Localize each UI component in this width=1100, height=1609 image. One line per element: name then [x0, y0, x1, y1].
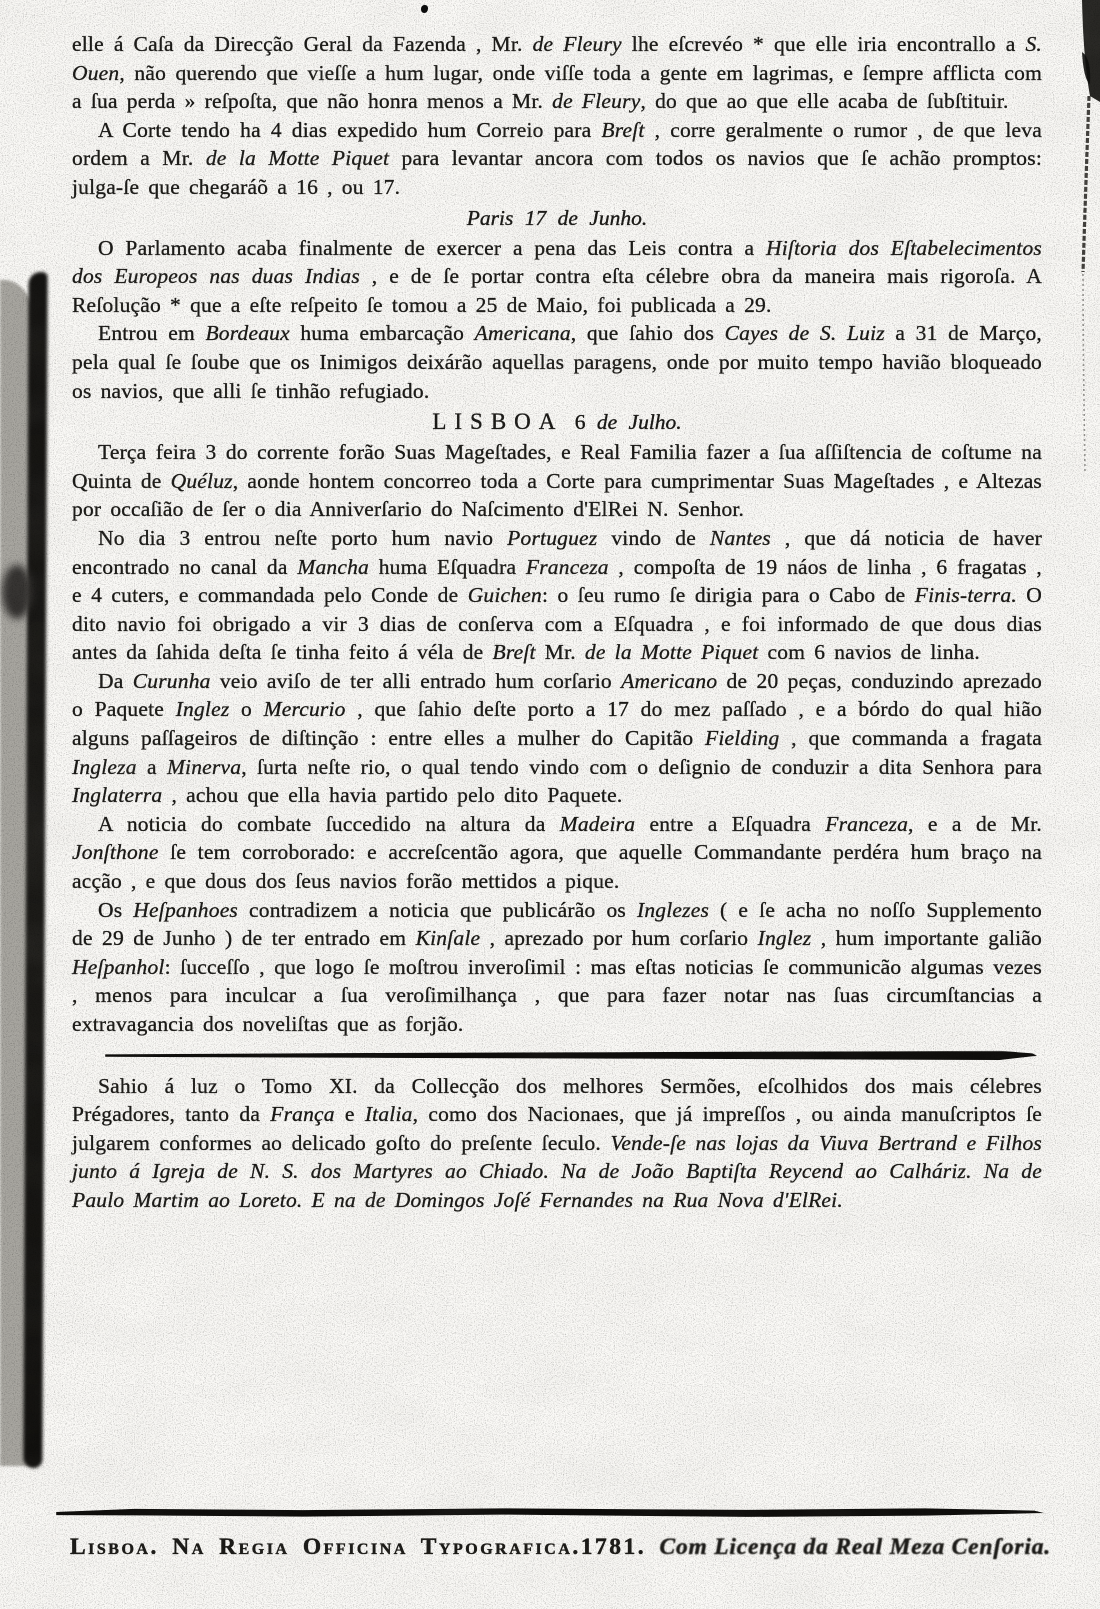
text-segment: Minerva — [166, 754, 242, 779]
text-segment: , como dos Nacionaes, que já impreſſos , ou ainda manuſcriptos ſe julgarem conformes ao delicado goſto do preſente ſeculo. — [72, 1102, 1042, 1155]
text-segment: Paris 17 de Junho. — [466, 205, 648, 230]
text-segment: , não querendo que vieſſe a hum lugar, onde viſſe toda a gente em lagrimas, e ſempre afflicta com a ſua perda » reſpoſta, que não honra menos a Mr. — [72, 60, 1042, 114]
text-segment: A noticia do combate ſuccedido na altura da — [98, 811, 560, 836]
text-segment: , hum importante galião — [811, 926, 1042, 951]
text-segment: Jonſthone — [72, 840, 159, 865]
text-segment: huma embarcação — [289, 321, 475, 346]
text-segment: Da — [98, 668, 133, 693]
scan-gutter-band — [0, 272, 54, 1472]
text-segment: de la Motte Piquet — [205, 146, 390, 171]
text-segment: Inglez — [175, 697, 230, 722]
text-segment: Madeira — [559, 811, 636, 836]
text-segment: Quéluz — [170, 468, 233, 493]
text-segment: , compoſta de 19 náos de linha , 6 fragatas , e 4 cuters, e commandada pelo Conde de — [72, 554, 1042, 608]
text-segment: Italia — [364, 1102, 413, 1127]
text-segment: O dito navio foi obrigado a vir 3 dias de conſerva com a Eſquadra , e foi informado de que dous dias antes da ſahida deſta ſe tinha feito á véla de — [72, 583, 1042, 665]
gutter-ink-blob — [2, 565, 32, 619]
text-segment: Mancha — [297, 554, 369, 579]
text-segment: Fielding — [705, 726, 780, 751]
text-segment: , achou que ella havia partido pelo dito Paquete. — [162, 783, 623, 808]
heading-paris-dateline — [72, 204, 1042, 233]
text-segment: Inglaterra — [72, 783, 163, 808]
text-segment: ſe tem corroborado: e accreſcentão agora, que aquelle Commandante perdéra hum braço na acção , e que dous dos ſeus navios forão mettidos a pique. — [72, 840, 1042, 894]
paragraph-brest-correio — [72, 116, 1042, 202]
text-segment: Finis-terra. — [914, 583, 1017, 608]
text-segment: Mercurio — [263, 697, 346, 722]
text-segment: ( e ſe acha no noſſo Supplemento de 29 de Junho ) de ter entrado em — [72, 897, 1042, 951]
text-segment: O Parlamento acaba finalmente de exercer a pena das Leis contra a — [98, 235, 766, 260]
text-segment: : o ſeu rumo ſe dirigia para o Cabo de — [541, 583, 915, 608]
text-segment: com 6 navios de linha. — [758, 640, 980, 665]
text-segment: huma Eſquadra — [368, 554, 526, 579]
text-segment: elle á Caſa da Direcção Geral da Fazenda , Mr. — [72, 32, 533, 56]
text-segment: : ſucceſſo , que logo ſe moſtrou inveroſimil : mas eſtas noticias ſe communicão algumas vezes , menos para inculcar a ſua veroſimilhança , que para fazer notar nas ſuas circumſtancias a extravagancia dos noveliſtas que as forjão. — [72, 954, 1042, 1036]
text-segment: Ingleza — [72, 754, 137, 779]
text-segment: Lisboa. Na Regia Officina Typografica.1781. — [70, 1534, 660, 1560]
separator-rule-top — [105, 1051, 1037, 1061]
text-segment: Portuguez — [507, 525, 598, 550]
text-segment: Americano — [621, 668, 718, 693]
text-segment: entre a Eſquadra — [635, 811, 826, 836]
text-segment: Kinſale — [415, 926, 481, 951]
text-segment: , que ſahio deſte porto a 17 do mez paſſado , e a bórdo do qual hião alguns paſſageiros de diſtinção : entre elles a mulher do Capitão — [72, 697, 1042, 751]
text-segment: vindo de — [597, 525, 710, 550]
page-edge-artifact — [1070, 0, 1100, 520]
paragraph-real-familia — [72, 438, 1042, 524]
paragraph-sermoes-anuncio — [72, 1072, 1042, 1215]
text-segment: Heſpanhol — [72, 954, 165, 979]
text-segment: , que commanda a fragata — [779, 726, 1042, 751]
text-segment: e — [334, 1102, 365, 1127]
text-segment: Inglezes — [636, 897, 710, 922]
text-segment: Americana — [474, 321, 571, 346]
imprint-line — [70, 1532, 1060, 1562]
text-segment: Vende-ſe nas lojas da Viuva Bertrand e Filhos junto á Igreja de N. S. dos Martyres ao Chiado. Na de João Baptiſta Reycend ao Calháriz. Na de Paulo Martim ao Loreto. E na de Domingos Joſé Fernandes na Rua Nova d'ElRei. — [72, 1130, 1042, 1212]
text-segment: Sahio á luz o Tomo XI. da Collecção dos melhores Sermões, eſcolhidos dos mais célebres Prégadores, tanto da — [72, 1073, 1042, 1127]
text-segment: Franceza — [825, 811, 909, 836]
text-segment: Nantes — [709, 525, 771, 550]
text-segment: lhe eſcrevéo * que elle iria encontrallo a — [621, 32, 1026, 56]
text-segment: , e de ſe portar contra eſta célebre obra da maneira mais rigoroſa. A Reſolução * que a eſte reſpeito ſe tomou a 25 de Maio, foi publicada a 29. — [72, 264, 1042, 317]
paragraph-corsario-curunha — [72, 667, 1042, 810]
text-segment: Heſpanhoes — [133, 897, 238, 922]
text-segment: Breſt — [601, 117, 645, 142]
text-segment: , que ſahio dos — [570, 321, 725, 346]
text-segment: de 20 peças, conduzindo aprezado o Paquete — [72, 668, 1042, 722]
text-segment: , aonde hontem concorreo toda a Corte para cumprimentar Suas Mageſtades , e Altezas por occaſião de ſer o dia Anniverſario do Naſcimento d'ElRei N. Senhor. — [72, 468, 1042, 522]
text-segment: o — [229, 697, 264, 722]
text-segment: , ſurta neſte rio, o qual tendo vindo com o deſignio de conduzir a dita Senhora para — [241, 754, 1042, 779]
ink-speck-top — [421, 5, 428, 13]
gutter-dark-stripe — [23, 272, 47, 1468]
paragraph-hespanhoes — [72, 896, 1042, 1039]
text-segment: Entrou em — [98, 321, 206, 346]
text-segment: , que dá noticia de haver encontrado no canal da — [72, 525, 1042, 579]
text-segment: , aprezado por hum corſario — [480, 926, 758, 951]
imprint-footer — [0, 1506, 1100, 1562]
text-segment: Bordeaux — [205, 321, 290, 346]
text-segment: No dia 3 entrou neſte porto hum navio — [98, 525, 508, 550]
text-segment: veio aviſo de ter alli entrado hum corſario — [210, 668, 622, 693]
paragraph-bordeaux — [72, 319, 1042, 405]
text-segment: Breſt — [492, 640, 536, 665]
paragraph-fleury — [72, 30, 1042, 116]
text-segment: A Corte tendo ha 4 dias expedido hum Correio para — [98, 117, 602, 142]
text-segment: França — [270, 1102, 335, 1127]
paragraph-combate-madeira — [72, 810, 1042, 896]
separator-rule-bottom — [56, 1506, 1044, 1519]
text-segment: a — [136, 754, 167, 779]
text-segment: de Fleury — [552, 89, 641, 114]
text-segment: para levantar ancora com todos os navios que ſe achão promptos: julga-ſe que chegaráõ a 16 , ou 17. — [72, 146, 1042, 199]
text-segment: , do que ao que elle acaba de ſubſtituir. — [640, 89, 1009, 114]
text-segment: Curunha — [132, 668, 211, 693]
text-segment: Mr. — [535, 640, 585, 665]
text-segment: 6 — [563, 410, 597, 435]
text-segment: Franceza — [525, 554, 609, 579]
text-segment: Guichen — [467, 583, 542, 608]
text-segment: Inglez — [757, 926, 812, 951]
text-segment: , corre geralmente o rumor , de que leva ordem a Mr. — [72, 117, 1042, 171]
heading-lisboa-dateline — [72, 407, 1042, 437]
text-segment: Cayes de S. Luiz — [724, 321, 885, 346]
text-segment: de la Motte Piquet — [584, 640, 759, 665]
text-segment: contradizem a noticia que publicárão os — [238, 897, 637, 922]
paragraph-parlamento — [72, 234, 1042, 320]
text-segment: Com Licença da Real Meza Cenſoria. — [659, 1534, 1051, 1560]
text-column — [72, 30, 1042, 1215]
text-segment: a 31 de Março, pela qual ſe ſoube que os Inimigos deixárão aquellas paragens, onde por muito tempo havião bloqueado os navios, que alli ſe tinhão refugiado. — [72, 321, 1042, 403]
text-segment: , e a de Mr. — [908, 811, 1042, 836]
text-segment: de Julho. — [596, 410, 682, 435]
paragraph-navio-portuguez — [72, 524, 1042, 667]
text-segment: Terça feira 3 do corrente forão Suas Mageſtades, e Real Familia fazer a ſua aſſiſtencia de coſtume na Quinta de — [72, 440, 1042, 493]
text-segment: LISBOA — [432, 409, 564, 435]
text-segment: Hiſtoria dos Eſtabelecimentos dos Europeos nas duas Indias — [72, 235, 1043, 289]
text-segment: Os — [98, 897, 134, 922]
text-segment: de Fleury — [532, 32, 622, 56]
text-segment: S. Ouen — [72, 32, 1042, 85]
